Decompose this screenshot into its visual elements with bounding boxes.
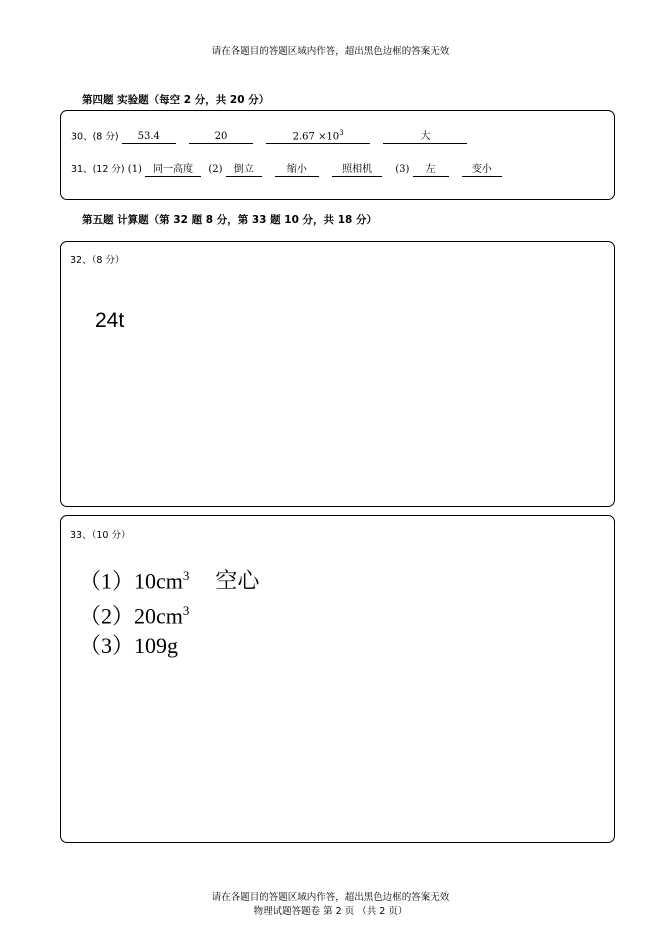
footer-page-info: 物理试题答题卷 第 2 页 （共 2 页） [253,906,408,917]
q31-blank-1: 同一高度 [145,164,201,177]
q31-part1-label: (1) [127,164,142,175]
section4-answer-box [60,110,615,200]
q32-label: 32、（8 分） [70,255,125,266]
q31-blank-2: 倒立 [226,164,262,177]
q30-label: 30、(8 分) [71,131,119,143]
q31-label: 31、(12 分) [71,164,125,175]
q31-part2-label: (2) [208,164,223,175]
q31-blank-4: 照相机 [332,164,382,177]
q32-answer-box [60,241,615,507]
q30-blank-1: 53.4 [122,131,176,144]
q33-answer-2: $(2)20cm^3$ [79,603,190,629]
section4-title: 第四题 实验题（每空 2 分，共 20 分） [82,94,270,106]
q33-answer-box [60,515,615,843]
q33-answer-1: $(1)10cm^3$ 空心 [79,568,260,594]
q30-blank-2: 20 [189,131,253,144]
header-notice: 请在各题目的答题区域内作答，超出黑色边框的答案无效 [211,46,450,57]
q31-part3-label: (3) [395,164,410,175]
q31-blank-3: 缩小 [275,164,319,177]
q33-label: 33、（10 分） [70,530,131,541]
section5-title: 第五题 计算题（第 32 题 8 分，第 33 题 10 分，共 18 分） [82,214,377,226]
q30-blank-3: $2.67 \times 10^3$ [266,127,370,144]
q30-row [71,127,477,144]
q32-answer: 24t [95,309,125,332]
q31-blank-6: 变小 [462,164,502,177]
q33-answer-3: （3）109g [79,633,179,658]
q31-blank-5: 左 [413,164,449,177]
q31-row [71,161,512,177]
q30-blank-4: 大 [383,131,467,144]
footer-notice: 请在各题目的答题区域内作答，超出黑色边框的答案无效 [211,892,450,903]
